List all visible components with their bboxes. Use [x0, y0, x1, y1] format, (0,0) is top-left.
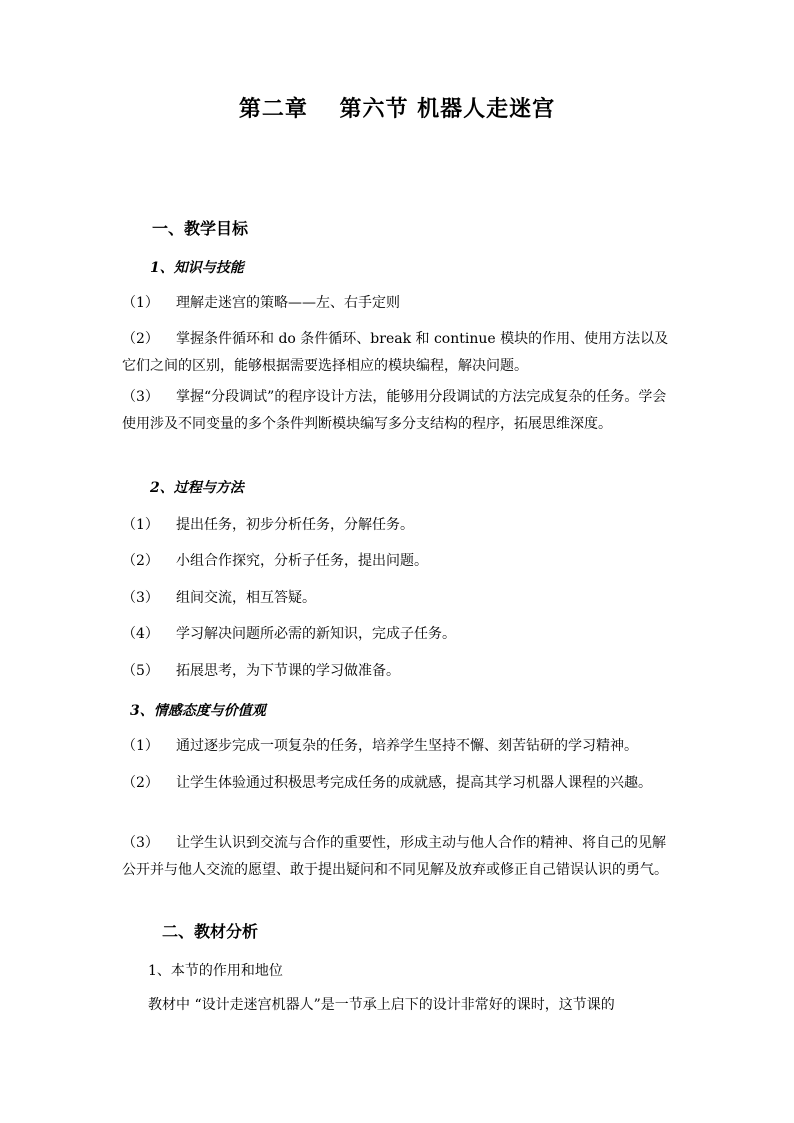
item-number: （5） [122, 663, 159, 679]
item-number: （2） [122, 553, 159, 569]
item-text: 掌握“分段调试”的程序设计方法，能够用分段调试的方法完成复杂的任务。学会使用涉及不同变量的多个条件判断模块编写多分支结构的程序，拓展思维深度。 [122, 389, 667, 432]
item-text: 让学生认识到交流与合作的重要性，形成主动与他人合作的精神、将自己的见解公开并与他人交流的愿望、敢于提出疑问和不同见解及放弃或修正自己错误认识的勇气。 [122, 835, 668, 878]
subheading-role-position: 1、本节的作用和地位 [148, 963, 283, 979]
list-item [122, 384, 678, 438]
list-item [122, 290, 678, 317]
item-number: （1） [122, 738, 159, 754]
list-item [122, 548, 678, 575]
item-text: 让学生体验通过积极思考完成任务的成就感，提高其学习机器人课程的兴趣。 [176, 775, 652, 791]
body-paragraph: 教材中 “设计走迷宫机器人”是一节承上启下的设计非常好的课时，这节课的 [148, 997, 615, 1013]
list-item [122, 658, 678, 685]
subheading-process-methods: 2、过程与方法 [150, 480, 244, 496]
subheading-knowledge-skills: 1、知识与技能 [150, 260, 244, 276]
item-number: （3） [122, 590, 159, 606]
item-text: 拓展思考，为下节课的学习做准备。 [176, 663, 400, 679]
list-item [122, 830, 678, 884]
item-number: （2） [122, 331, 159, 347]
section-heading-objectives: 一、教学目标 [152, 219, 249, 238]
item-number: （3） [122, 835, 159, 851]
item-text: 学习解决问题所必需的新知识，完成子任务。 [176, 626, 456, 642]
page-title: 第二章 第六节 机器人走迷宫 [238, 96, 556, 122]
list-item [122, 326, 678, 380]
item-number: （4） [122, 626, 159, 642]
item-text: 理解走迷宫的策略——左、右手定则 [176, 295, 400, 311]
list-item [122, 512, 678, 539]
item-text: 通过逐步完成一项复杂的任务，培养学生坚持不懈、刻苦钻研的学习精神。 [176, 738, 638, 754]
item-number: （3） [122, 389, 159, 405]
list-item [122, 621, 678, 648]
section-heading-material-analysis: 二、教材分析 [162, 922, 259, 941]
item-text: 小组合作探究，分析子任务，提出问题。 [176, 553, 428, 569]
item-text: 掌握条件循环和 do 条件循环、break 和 continue 模块的作用、使用方法以及它们之间的区别，能够根据需要选择相应的模块编程，解决问题。 [122, 331, 669, 374]
item-text: 提出任务，初步分析任务，分解任务。 [176, 517, 414, 533]
list-item [122, 770, 678, 797]
item-number: （1） [122, 517, 159, 533]
subheading-attitudes-values: 3、情感态度与价值观 [130, 703, 266, 719]
item-number: （1） [122, 295, 159, 311]
item-text: 组间交流，相互答疑。 [176, 590, 316, 606]
list-item [122, 585, 678, 612]
item-number: （2） [122, 775, 159, 791]
list-item [122, 733, 678, 760]
